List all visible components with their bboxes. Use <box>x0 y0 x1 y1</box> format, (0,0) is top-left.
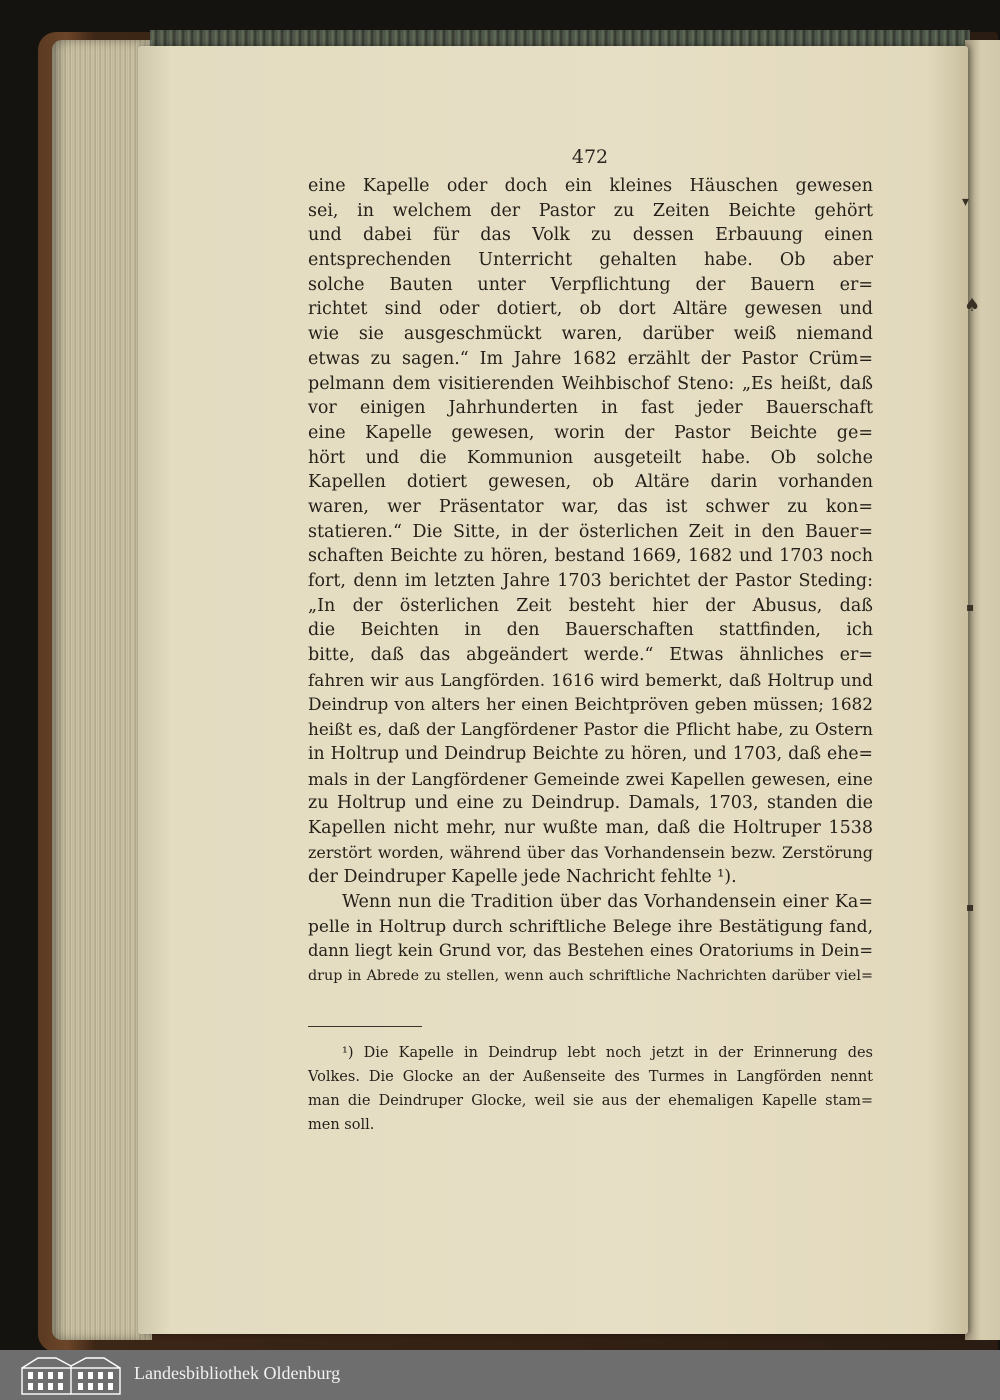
text-line: entsprechenden Unterricht gehalten habe. Ob aber <box>308 250 873 271</box>
text-line: statieren.“ Die Sitte, in der österlichen Zeit in den Bauer= <box>308 521 873 542</box>
text-line: zu Holtrup und eine zu Deindrup. Damals, 1703, standen die <box>308 793 873 814</box>
text-line: dann liegt kein Grund vor, das Bestehen eines Oratoriums in Dein= <box>308 941 873 961</box>
page-edges <box>52 40 152 1340</box>
text-line: bitte, daß das abgeändert werde.“ Etwas ähnliches er= <box>308 645 873 666</box>
text-line: fort, denn im letzten Jahre 1703 berichtet der Pastor Steding: <box>308 571 873 591</box>
text-line: zerstört worden, während über das Vorhandensein bezw. Zerstörung <box>308 842 873 862</box>
footer-label: Landesbibliothek Oldenburg <box>134 1363 341 1383</box>
footer-bar <box>0 1350 1000 1400</box>
text-line: eine Kapelle oder doch ein kleines Häuschen gewesen <box>308 176 873 196</box>
headband <box>150 30 970 46</box>
text-line: Wenn nun die Tradition über das Vorhandensein einer Ka= <box>342 891 873 912</box>
text-line: solche Bauten unter Verpflichtung der Bauern er= <box>308 274 873 295</box>
footnote-line: man die Deindruper Glocke, weil sie aus der ehemaligen Kapelle stam= <box>308 1093 873 1109</box>
text-line: die Beichten in den Bauerschaften stattfinden, ich <box>308 620 873 641</box>
text-line: mals in der Langfördener Gemeinde zwei Kapellen gewesen, eine <box>308 768 873 789</box>
text-line: Kapellen dotiert gewesen, ob Altäre darin vorhanden <box>308 472 873 493</box>
body-text <box>308 174 873 989</box>
text-line: in Holtrup und Deindrup Beichte zu hören, und 1703, daß ehe= <box>308 743 873 764</box>
text-line: pelle in Holtrup durch schriftliche Belege ihre Bestätigung fand, <box>308 916 873 937</box>
footnote-line: men soll. <box>308 1117 375 1133</box>
text-line: und dabei für das Volk zu dessen Erbauung einen <box>308 225 873 246</box>
edge-mark: ▪ <box>966 600 975 614</box>
footnote <box>308 1041 873 1137</box>
text-line: etwas zu sagen.“ Im Jahre 1682 erzählt der Pastor Crüm= <box>308 348 873 369</box>
edge-mark: ♠ <box>964 295 981 316</box>
text-line: vor einigen Jahrhunderten in fast jeder Bauerschaft <box>308 398 873 419</box>
footnote-line: Volkes. Die Glocke an der Außenseite des Turmes in Langförden nennt <box>308 1069 873 1085</box>
text-line: Deindrup von alters her einen Beichtpröven geben müssen; 1682 <box>308 694 873 715</box>
text-line: der Deindruper Kapelle jede Nachricht fehlte ¹). <box>308 867 737 888</box>
text-line: heißt es, daß der Langfördener Pastor die Pflicht habe, zu Ostern <box>308 719 873 740</box>
text-line: hört und die Kommunion ausgeteilt habe. Ob solche <box>308 447 873 468</box>
footnote-line: ¹) Die Kapelle in Deindrup lebt noch jetzt in der Erinnerung des <box>342 1045 873 1061</box>
text-line: Kapellen nicht mehr, nur wußte man, daß die Holtruper 1538 <box>308 817 873 838</box>
library-building-icon <box>18 1354 124 1396</box>
next-page-edge <box>965 40 1000 1340</box>
text-line: wie sie ausgeschmückt waren, darüber weiß niemand <box>308 324 873 345</box>
footnote-rule <box>308 1026 422 1027</box>
text-line: pelmann dem visitierenden Weihbischof Steno: „Es heißt, daß <box>308 373 873 394</box>
text-line: fahren wir aus Langförden. 1616 wird bemerkt, daß Holtrup und <box>308 669 873 690</box>
edge-mark: ▪ <box>966 900 975 914</box>
text-line: drup in Abrede zu stellen, wenn auch schriftliche Nachrichten darüber viel= <box>308 968 873 984</box>
text-line: „In der österlichen Zeit besteht hier der Abusus, daß <box>308 595 873 616</box>
edge-mark: ▾ <box>962 194 970 210</box>
text-line: schaften Beichte zu hören, bestand 1669, 1682 und 1703 noch <box>308 546 873 567</box>
page-number: 472 <box>571 146 609 168</box>
text-line: richtet sind oder dotiert, ob dort Altäre gewesen und <box>308 299 873 320</box>
text-line: sei, in welchem der Pastor zu Zeiten Beichte gehört <box>308 200 873 221</box>
text-line: eine Kapelle gewesen, worin der Pastor Beichte ge= <box>308 422 873 443</box>
text-line: waren, wer Präsentator war, das ist schwer zu kon= <box>308 496 873 517</box>
